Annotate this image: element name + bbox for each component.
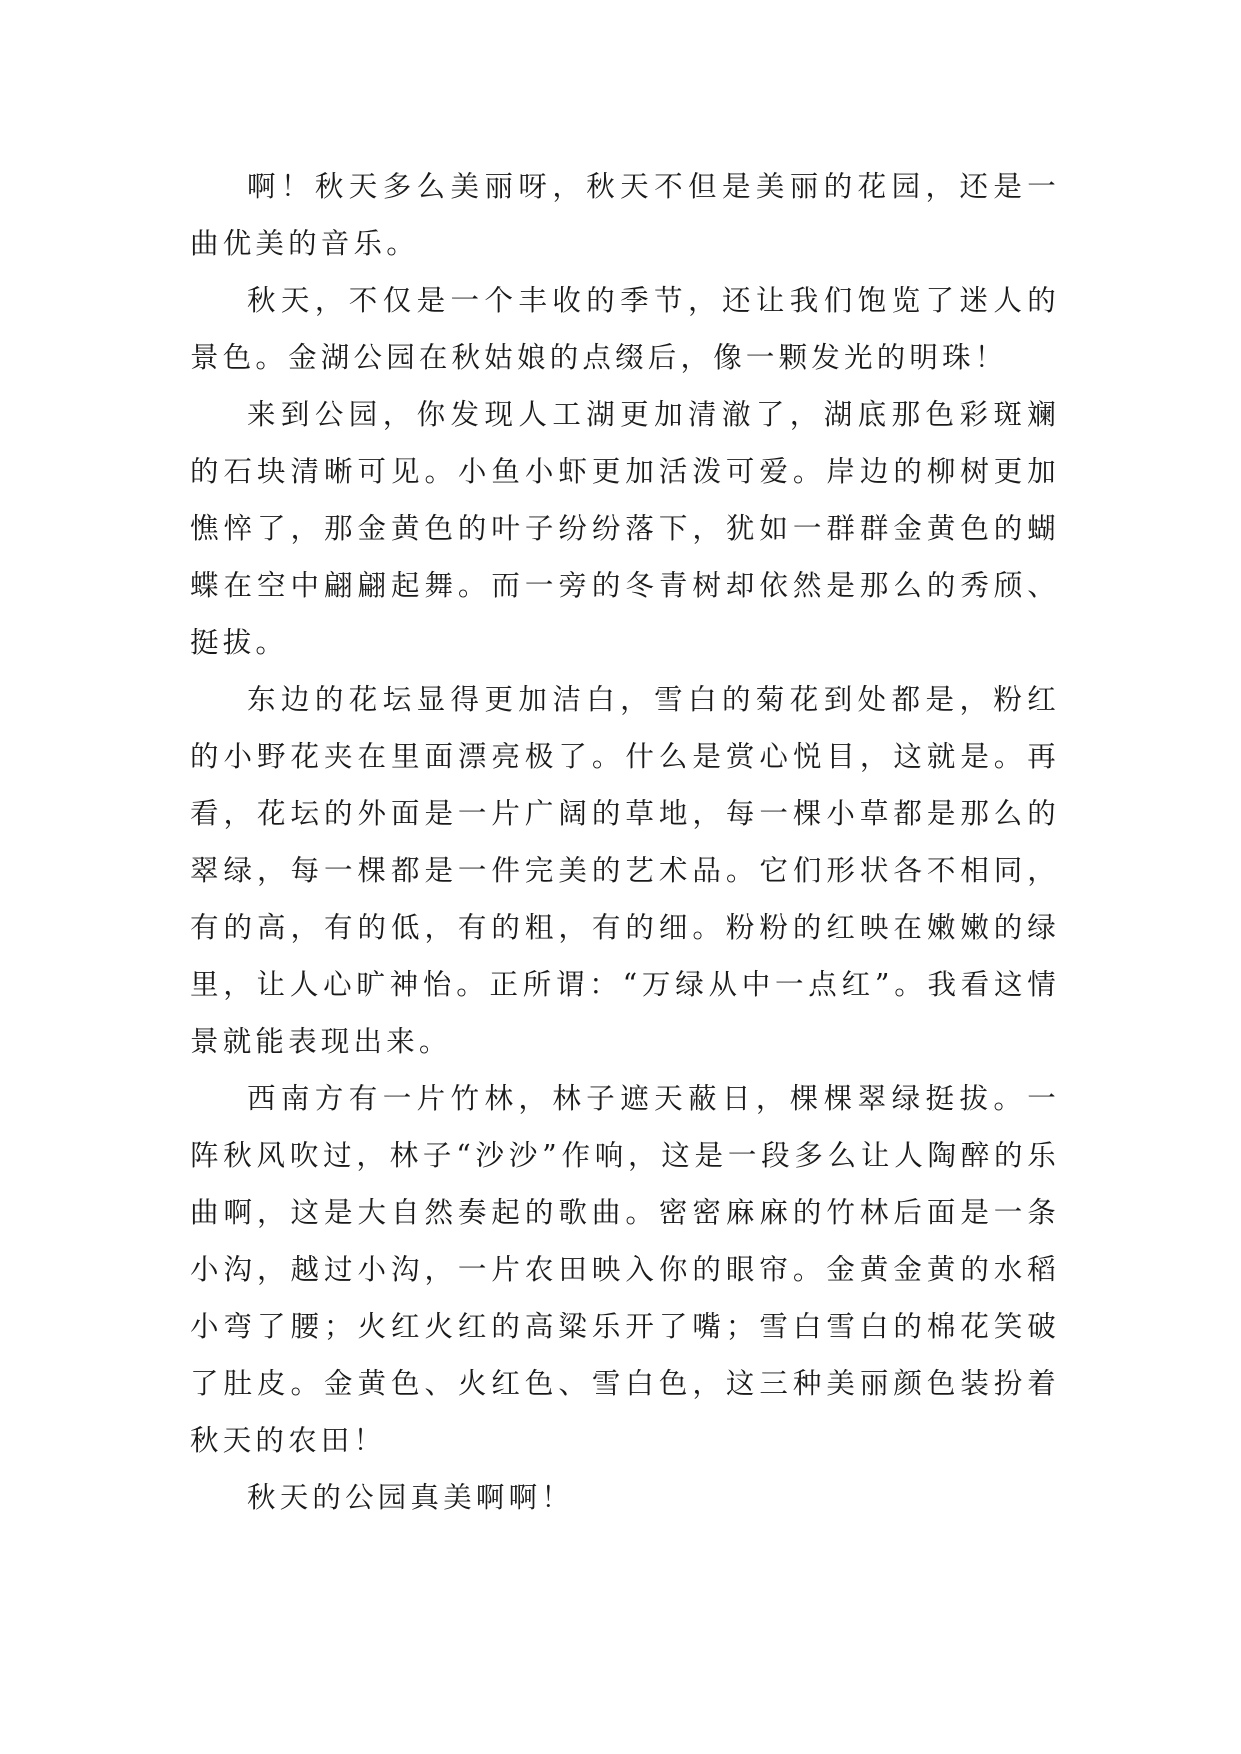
paragraph-5: 西南方有一片竹林，林子遮天蔽日，棵棵翠绿挺拔。一阵秋风吹过，林子“沙沙”作响，这是一段多么让人陶醉的乐曲啊，这是大自然奏起的歌曲。密密麻麻的竹林后面是一条小沟，越过小沟，一片农田映入你的眼帘。金黄金黄的水稻小弯了腰；火红火红的高粱乐开了嘴；雪白雪白的棉花笑破了肚皮。金黄色、火红色、雪白色，这三种美丽颜色装扮着秋天的农田！: [190, 1082, 1060, 1457]
paragraph-1: 啊！秋天多么美丽呀，秋天不但是美丽的花园，还是一曲优美的音乐。: [190, 170, 1060, 260]
paragraph-6: 秋天的公园真美啊啊！: [247, 1481, 575, 1514]
document-body: [190, 158, 1060, 1526]
paragraph-4: 东边的花坛显得更加洁白，雪白的菊花到处都是，粉红的小野花夹在里面漂亮极了。什么是赏心悦目，这就是。再看，花坛的外面是一片广阔的草地，每一棵小草都是那么的翠绿，每一棵都是一件完美的艺术品。它们形状各不相同，有的高，有的低，有的粗，有的细。粉粉的红映在嫩嫩的绿里，让人心旷神怡。正所谓：“万绿从中一点红”。我看这情景就能表现出来。: [190, 683, 1060, 1058]
paragraph-3: 来到公园，你发现人工湖更加清澈了，湖底那色彩斑斓的石块清晰可见。小鱼小虾更加活泼可爱。岸边的柳树更加憔悴了，那金黄色的叶子纷纷落下，犹如一群群金黄色的蝴蝶在空中翩翩起舞。而一旁的冬青树却依然是那么的秀颀、挺拔。: [190, 398, 1060, 659]
paragraph-2: 秋天，不仅是一个丰收的季节，还让我们饱览了迷人的景色。金湖公园在秋姑娘的点缀后，像一颗发光的明珠！: [190, 284, 1060, 374]
